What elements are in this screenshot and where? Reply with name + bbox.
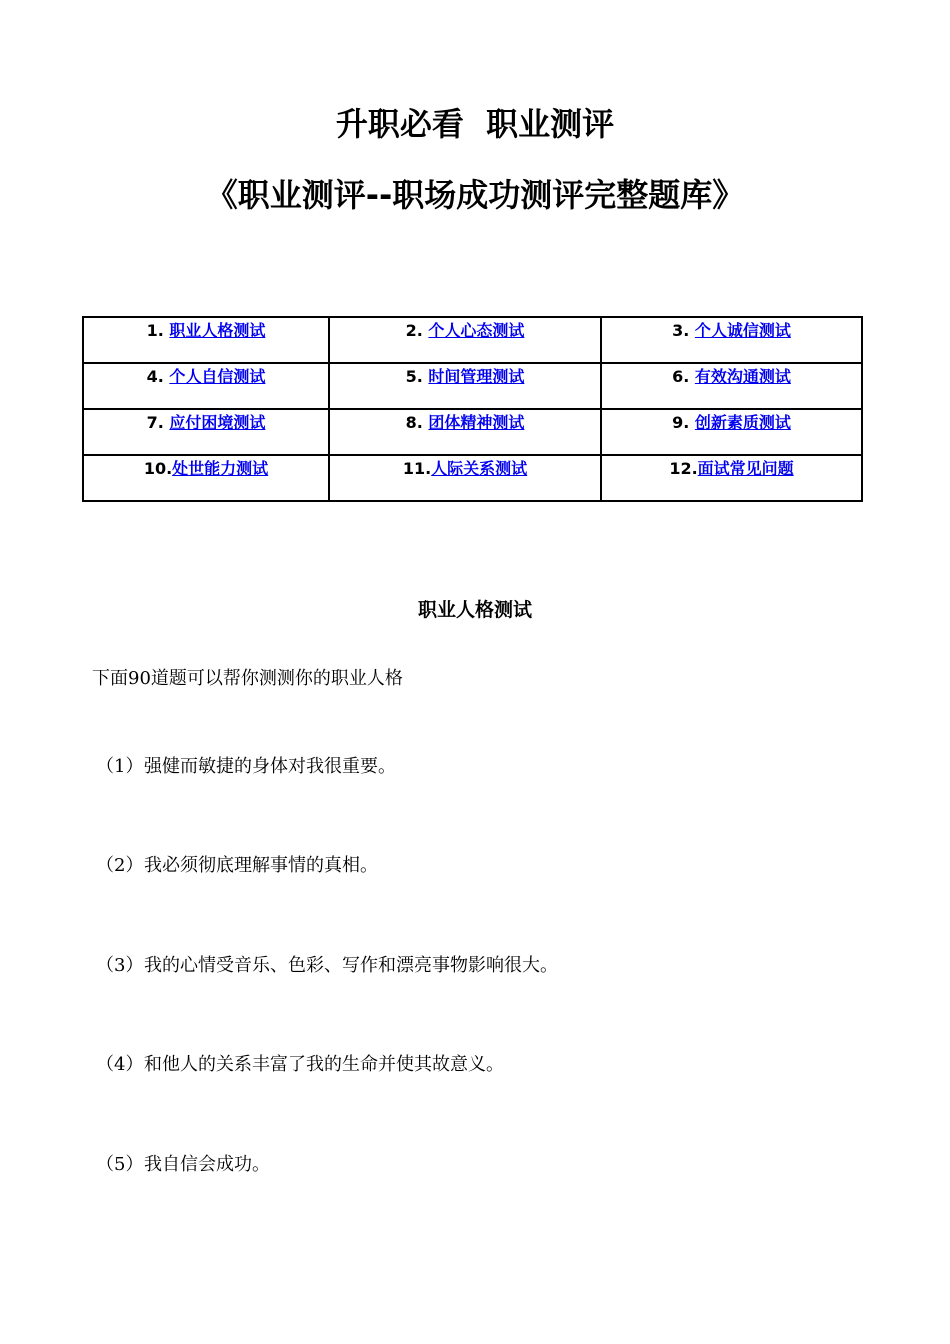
toc-cell — [83, 363, 329, 409]
toc-link[interactable]: 个人自信测试 — [169, 367, 266, 386]
toc-link[interactable]: 创新素质测试 — [694, 413, 791, 432]
toc-cell — [601, 409, 862, 455]
toc-number: 3. — [672, 321, 695, 340]
toc-cell — [329, 317, 601, 363]
toc-cell — [83, 409, 329, 455]
toc-cell — [83, 317, 329, 363]
toc-number: 4. — [146, 367, 170, 386]
toc-number: 7. — [146, 413, 170, 432]
toc-number: 5. — [405, 367, 429, 386]
toc-cell — [329, 363, 601, 409]
toc-number: 11. — [402, 459, 432, 478]
toc-row — [83, 455, 862, 501]
toc-number: 1. — [146, 321, 170, 340]
question-item — [96, 1052, 504, 1078]
question-item — [96, 754, 396, 780]
toc-number: 6. — [672, 367, 695, 386]
toc-row — [83, 317, 862, 363]
toc-number: 8. — [405, 413, 429, 432]
document-title: 升职必看 职业测评 — [335, 105, 615, 143]
document-subtitle: 《职业测评--职场成功测评完整题库》 — [205, 176, 745, 214]
question-number: （2） — [96, 855, 144, 876]
section-intro: 下面90道题可以帮你测测你的职业人格 — [92, 668, 403, 689]
toc-cell — [601, 317, 862, 363]
question-item — [96, 853, 378, 879]
toc-number: 9. — [672, 413, 695, 432]
toc-row — [83, 409, 862, 455]
section-heading: 职业人格测试 — [417, 599, 532, 621]
toc-number: 12. — [669, 459, 698, 478]
question-text: 我自信会成功。 — [144, 1154, 270, 1175]
toc-link[interactable]: 团体精神测试 — [428, 413, 525, 432]
toc-link[interactable]: 个人心态测试 — [428, 321, 525, 340]
toc-cell — [83, 455, 329, 501]
toc-link[interactable]: 个人诚信测试 — [694, 321, 791, 340]
question-number: （5） — [96, 1154, 144, 1175]
toc-cell — [329, 409, 601, 455]
question-number: （3） — [96, 955, 144, 976]
toc-link[interactable]: 人际关系测试 — [431, 459, 528, 478]
question-text: 我必须彻底理解事情的真相。 — [144, 855, 378, 876]
question-text: 和他人的关系丰富了我的生命并使其故意义。 — [144, 1054, 504, 1075]
toc-link[interactable]: 有效沟通测试 — [694, 367, 791, 386]
toc-link[interactable]: 应付困境测试 — [169, 413, 266, 432]
toc-link[interactable]: 时间管理测试 — [428, 367, 525, 386]
question-number: （4） — [96, 1054, 144, 1075]
toc-cell — [601, 363, 862, 409]
question-number: （1） — [96, 756, 144, 777]
question-text: 我的心情受音乐、色彩、写作和漂亮事物影响很大。 — [144, 955, 558, 976]
toc-row — [83, 363, 862, 409]
question-item — [96, 1152, 270, 1178]
table-of-contents — [82, 316, 863, 502]
toc-cell — [601, 455, 862, 501]
toc-number: 10. — [143, 459, 173, 478]
toc-link[interactable]: 面试常见问题 — [697, 459, 794, 478]
toc-link[interactable]: 职业人格测试 — [169, 321, 266, 340]
toc-link[interactable]: 处世能力测试 — [172, 459, 269, 478]
toc-number: 2. — [405, 321, 429, 340]
toc-cell — [329, 455, 601, 501]
question-item — [96, 953, 558, 979]
question-text: 强健而敏捷的身体对我很重要。 — [144, 756, 396, 777]
